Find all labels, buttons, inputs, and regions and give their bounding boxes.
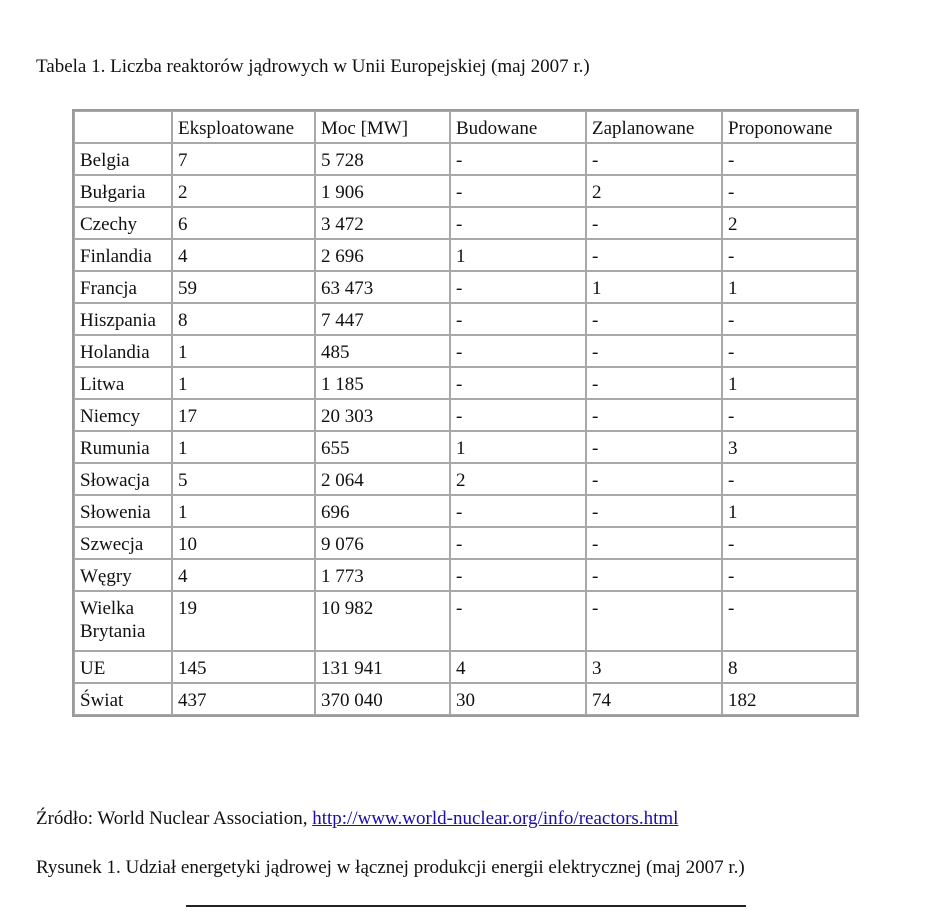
table-cell: 1 — [172, 335, 315, 367]
source-prefix: Źródło: World Nuclear Association, — [36, 808, 313, 829]
table-cell: 2 — [722, 207, 857, 239]
table-cell: - — [722, 175, 857, 207]
table-row — [74, 559, 857, 591]
reactors-table — [72, 109, 859, 717]
table-cell: 4 — [172, 559, 315, 591]
table-cell: 696 — [315, 495, 450, 527]
table-cell: 10 982 — [315, 591, 450, 651]
country-cell: Węgry — [74, 559, 172, 591]
column-header: Moc [MW] — [315, 111, 450, 143]
table-row — [74, 651, 857, 683]
table-cell: 3 — [722, 431, 857, 463]
table-cell: 145 — [172, 651, 315, 683]
table-cell: - — [722, 463, 857, 495]
country-cell: Szwecja — [74, 527, 172, 559]
table-cell: - — [450, 399, 586, 431]
table-cell: - — [586, 399, 722, 431]
table-cell: - — [722, 239, 857, 271]
table-caption: Tabela 1. Liczba reaktorów jądrowych w Unii Europejskiej (maj 2007 r.) — [36, 56, 590, 77]
table-cell: - — [586, 239, 722, 271]
table-cell: 7 — [172, 143, 315, 175]
table-cell: 1 — [722, 271, 857, 303]
country-cell: Holandia — [74, 335, 172, 367]
table-cell: 20 303 — [315, 399, 450, 431]
table-cell: 8 — [722, 651, 857, 683]
table-cell: - — [586, 431, 722, 463]
table-cell: 1 — [722, 367, 857, 399]
table-row — [74, 335, 857, 367]
country-cell: Słowenia — [74, 495, 172, 527]
source-note — [36, 808, 678, 830]
table-cell: 17 — [172, 399, 315, 431]
table-cell: 1 — [722, 495, 857, 527]
table-cell: - — [586, 591, 722, 651]
table-cell: 9 076 — [315, 527, 450, 559]
table-cell: 63 473 — [315, 271, 450, 303]
table-row — [74, 143, 857, 175]
table-cell: 5 728 — [315, 143, 450, 175]
table-row — [74, 399, 857, 431]
table-cell: 4 — [450, 651, 586, 683]
table-row — [74, 271, 857, 303]
country-cell: Hiszpania — [74, 303, 172, 335]
table-cell: 2 — [450, 463, 586, 495]
table-cell: 74 — [586, 683, 722, 715]
table-cell: 1 — [172, 367, 315, 399]
country-cell: UE — [74, 651, 172, 683]
table-cell: - — [586, 559, 722, 591]
column-header: Proponowane — [722, 111, 857, 143]
table-cell: 30 — [450, 683, 586, 715]
table-cell: 8 — [172, 303, 315, 335]
table-cell: 1 — [586, 271, 722, 303]
table-cell: 2 — [586, 175, 722, 207]
table-row — [74, 175, 857, 207]
figure-top-border — [186, 905, 746, 907]
table-row — [74, 367, 857, 399]
column-header: Zaplanowane — [586, 111, 722, 143]
country-cell: Bułgaria — [74, 175, 172, 207]
country-cell: Świat — [74, 683, 172, 715]
table-cell: - — [722, 527, 857, 559]
table-row — [74, 431, 857, 463]
table-cell: - — [586, 143, 722, 175]
table-row — [74, 683, 857, 715]
table-cell: - — [722, 591, 857, 651]
table-cell: - — [722, 143, 857, 175]
table-cell: - — [450, 527, 586, 559]
table-cell: 7 447 — [315, 303, 450, 335]
table-row — [74, 463, 857, 495]
table-cell: 5 — [172, 463, 315, 495]
country-cell: Wielka Brytania — [74, 591, 172, 651]
table-cell: - — [722, 559, 857, 591]
table-cell: 2 064 — [315, 463, 450, 495]
table-cell: - — [586, 303, 722, 335]
figure-caption: Rysunek 1. Udział energetyki jądrowej w łącznej produkcji energii elektrycznej (maj 2007 r.) — [36, 857, 745, 878]
table-cell: 10 — [172, 527, 315, 559]
table-cell: 655 — [315, 431, 450, 463]
table-cell: 6 — [172, 207, 315, 239]
table-cell: 485 — [315, 335, 450, 367]
table-cell: 1 773 — [315, 559, 450, 591]
table-cell: 1 — [172, 431, 315, 463]
table-cell: 2 — [172, 175, 315, 207]
table-cell: - — [450, 335, 586, 367]
table-cell: - — [722, 335, 857, 367]
country-cell: Finlandia — [74, 239, 172, 271]
table-cell: - — [586, 335, 722, 367]
table-cell: - — [450, 559, 586, 591]
table-cell: - — [450, 143, 586, 175]
table-cell: 1 185 — [315, 367, 450, 399]
country-cell: Francja — [74, 271, 172, 303]
table-cell: 3 — [586, 651, 722, 683]
table-cell: - — [450, 367, 586, 399]
table-cell: - — [586, 207, 722, 239]
table-row — [74, 207, 857, 239]
country-cell: Słowacja — [74, 463, 172, 495]
country-cell: Rumunia — [74, 431, 172, 463]
country-cell: Litwa — [74, 367, 172, 399]
country-cell: Czechy — [74, 207, 172, 239]
table-header-row — [74, 111, 857, 143]
table-cell: - — [586, 367, 722, 399]
table-cell: 370 040 — [315, 683, 450, 715]
table-row — [74, 495, 857, 527]
table-cell: 2 696 — [315, 239, 450, 271]
table-cell: - — [450, 591, 586, 651]
table-row — [74, 591, 857, 651]
source-link[interactable]: http://www.world-nuclear.org/info/reactors.html — [312, 808, 679, 829]
table-row — [74, 527, 857, 559]
column-header: Budowane — [450, 111, 586, 143]
table-cell: - — [450, 495, 586, 527]
table-cell: 4 — [172, 239, 315, 271]
table-cell: - — [586, 463, 722, 495]
column-header — [74, 111, 172, 143]
table-cell: 131 941 — [315, 651, 450, 683]
table-cell: - — [450, 303, 586, 335]
table-cell: - — [586, 495, 722, 527]
table-cell: 1 906 — [315, 175, 450, 207]
table-cell: - — [450, 271, 586, 303]
table-cell: - — [450, 175, 586, 207]
column-header: Eksploatowane — [172, 111, 315, 143]
table-cell: 19 — [172, 591, 315, 651]
table-cell: - — [722, 399, 857, 431]
country-cell: Belgia — [74, 143, 172, 175]
table-cell: 182 — [722, 683, 857, 715]
table-cell: 1 — [172, 495, 315, 527]
table-row — [74, 303, 857, 335]
country-cell: Niemcy — [74, 399, 172, 431]
table-cell: - — [450, 207, 586, 239]
table-cell: - — [586, 527, 722, 559]
table-cell: 59 — [172, 271, 315, 303]
table-cell: 437 — [172, 683, 315, 715]
table-cell: 3 472 — [315, 207, 450, 239]
table-cell: - — [722, 303, 857, 335]
table-row — [74, 239, 857, 271]
table-cell: 1 — [450, 431, 586, 463]
table-cell: 1 — [450, 239, 586, 271]
